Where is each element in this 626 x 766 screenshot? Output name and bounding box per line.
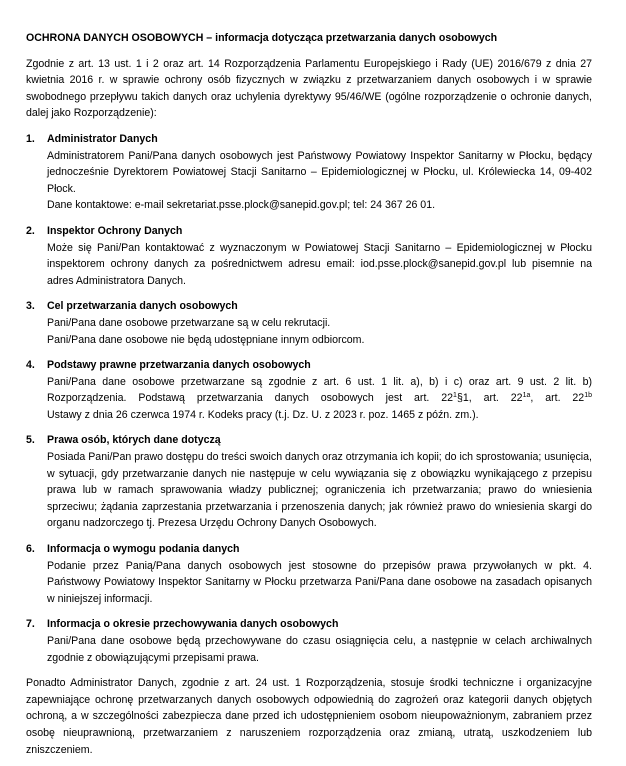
body-line — [47, 390, 592, 407]
section-number: 6. — [26, 543, 35, 556]
section-data-requirement — [26, 541, 592, 607]
section-heading: Podstawy prawne przetwarzania danych osobowych — [47, 359, 311, 372]
section-heading: Prawa osób, których dane dotyczą — [47, 434, 221, 447]
section-number: 7. — [26, 618, 35, 631]
body-line: Ustawy z dnia 26 czerwca 1974 r. Kodeks pracy (t.j. Dz. U. z 2023 r. poz. 1465 z późn. zm.). — [47, 408, 479, 421]
intro-paragraph: Zgodnie z art. 13 ust. 1 i 2 oraz art. 14 Rozporządzenia Parlamentu Europejskiego i Rady (UE) 2016/679 z dnia 27 kwietnia 2016 r. w sprawie ochrony osób fizycznych w związku z przetwarzaniem danych osobowych i w sprawie swobodnego przepływu takich danych oraz uchylenia dyrektywy 95/46/WE (ogólne rozporządzenie o ochronie danych, dalej jako Rozporządzenie): — [26, 57, 592, 120]
document-page — [26, 30, 592, 758]
line-text: §1, art. 22 — [456, 392, 523, 405]
superscript: 1 — [453, 392, 457, 400]
section-legal-basis — [26, 357, 592, 423]
section-body: Podanie przez Panią/Pana danych osobowych jest stosowne do przepisów prawa przywołanych w pkt. 4. Państwowy Powiatowy Inspektor Sanitarny w Płocku przetwarza Pani/Pana dane osobowe na zasadach opisanych w niniejszej informacji. — [47, 559, 592, 605]
section-body: Posiada Pani/Pan prawo dostępu do treści swoich danych oraz otrzymania ich kopii; do ich sprostowania; usunięcia, w sytuacji, gdy przetwarzanie danych nie następuje w celu wywiązania się z obowiązku wynikającego z przepisu prawa lub w ramach sprawowania władzy publicznej; ograniczenia ich przetwarzania; prawo do wniesienia sprzeciwu; żądania zaprzestania przetwarzania i przenoszenia danych; jak również prawo do wniesienia skargi do organu nadzorczego tj. Prezesa Urzędu Ochrony Danych Osobowych. — [47, 451, 592, 530]
section-number: 4. — [26, 359, 35, 372]
section-heading: Administrator Danych — [47, 132, 158, 145]
line-text: Rozporządzenia. Podstawą przetwarzania danych osobowych jest art. 22 — [47, 392, 454, 405]
section-heading: Informacja o wymogu podania danych — [47, 543, 240, 556]
section-heading: Cel przetwarzania danych osobowych — [47, 300, 238, 313]
body-line: Pani/Pana dane osobowe przetwarzane są w celu rekrutacji. — [47, 316, 331, 329]
section-rights — [26, 432, 592, 532]
section-number: 3. — [26, 300, 35, 313]
section-retention-period — [26, 616, 592, 666]
section-body: Może się Pani/Pan kontaktować z wyznaczonym w Powiatowej Stacji Sanitarno – Epidemiologicznej w Płocku inspektorem ochrony danych za pośrednictwem adresu email: iod.psse.plock@sanepid.gov.pl lub pisemnie na adres Administratora Danych. — [47, 241, 592, 287]
closing-paragraph: Ponadto Administrator Danych, zgodnie z art. 24 ust. 1 Rozporządzenia, stosuje środki techniczne i organizacyjne zapewniające ochronę przetwarzanych danych osobowych odpowiednią do zagrożeń oraz kategorii danych objętych ochroną, a w szczególności zabezpiecza dane przed ich udostępnieniem osobom nieupoważnionym, zabraniem przez osobę nieuprawnioną, przetwarzaniem z naruszeniem rozporządzenia oraz zmianą, utratą, uszkodzeniem lub zniszczeniem. — [26, 677, 592, 756]
body-line: Pani/Pana dane osobowe przetwarzane są zgodnie z art. 6 ust. 1 lit. a), b) i c) oraz art. 9 ust. 2 lit. b) — [47, 375, 592, 388]
superscript: 1b — [584, 392, 592, 400]
section-number: 1. — [26, 132, 35, 145]
section-administrator — [26, 131, 592, 214]
section-purpose — [26, 298, 592, 348]
section-heading: Informacja o okresie przechowywania danych osobowych — [47, 618, 339, 631]
section-heading: Inspektor Ochrony Danych — [47, 224, 183, 237]
section-body: Administratorem Pani/Pana danych osobowych jest Państwowy Powiatowy Inspektor Sanitarny w Płocku, będący jednocześnie Dyrektorem Powiatowej Stacji Sanitarno – Epidemiologicznej w Płocku, ul. Królewiecka 14, 09-402 Płock. — [47, 149, 592, 195]
document-title: OCHRONA DANYCH OSOBOWYCH – informacja dotycząca przetwarzania danych osobowych — [26, 32, 498, 44]
section-body — [47, 315, 592, 348]
section-body — [47, 374, 592, 424]
section-body: Pani/Pana dane osobowe będą przechowywane do czasu osiągnięcia celu, a następnie w celach archiwalnych zgodnie z obowiązującymi przepisami prawa. — [47, 635, 592, 664]
section-data-protection-officer — [26, 223, 592, 289]
contact-details: Dane kontaktowe: e-mail sekretariat.psse.plock@sanepid.gov.pl; tel: 24 367 26 01. — [47, 199, 436, 212]
section-number: 2. — [26, 224, 35, 237]
superscript: 1a — [522, 392, 531, 400]
body-line: Pani/Pana dane osobowe nie będą udostępniane innym odbiorcom. — [47, 333, 365, 346]
section-number: 5. — [26, 434, 35, 447]
line-text: , art. 22 — [530, 392, 585, 405]
